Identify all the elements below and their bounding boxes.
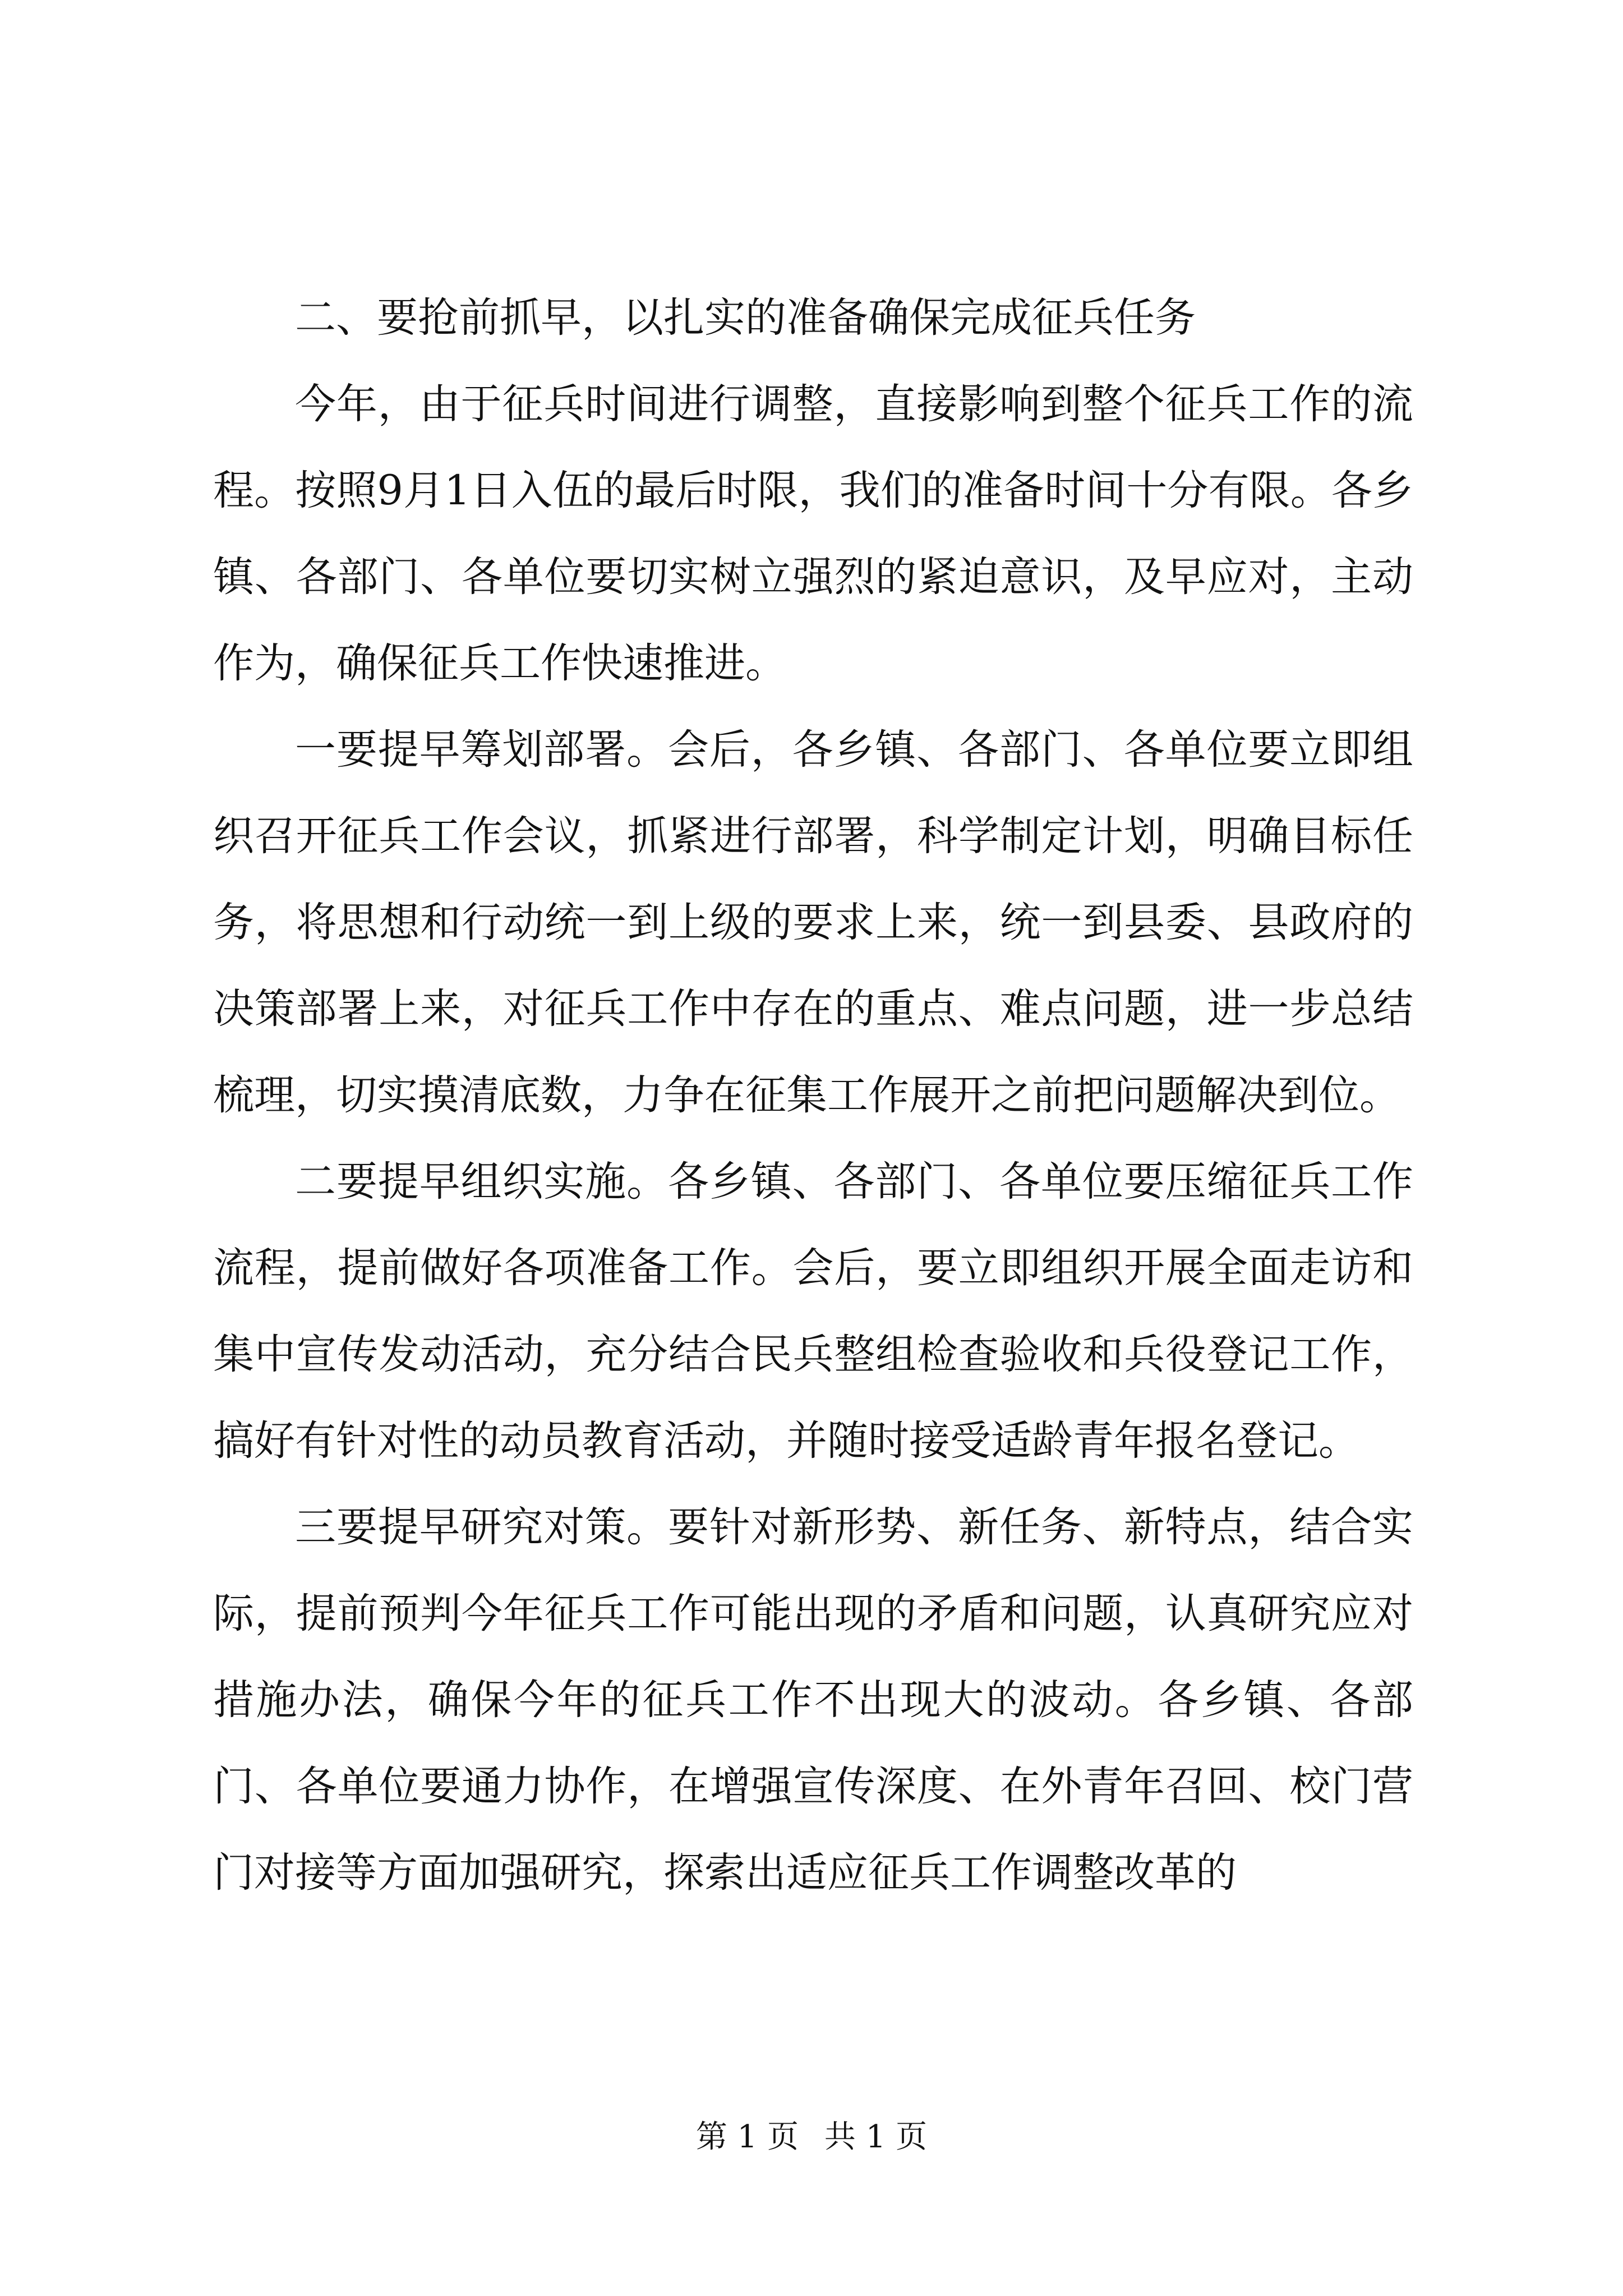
paragraph-item-3: 三要提早研究对策。要针对新形势、新任务、新特点，结合实际，提前预判今年征兵工作可能出现的矛盾和问题，认真研究应对措施办法，确保今年的征兵工作不出现大的波动。各乡镇、各部门、各单位要通力协作，在增强宣传深度、在外青年召回、校门营门对接等方面加强研究，探索出适应征兵工作调整改革的 <box>213 1503 1413 1897</box>
document-body <box>213 275 1413 1916</box>
section-heading: 二、要抢前抓早，以扎实的准备确保完成征兵任务 <box>295 294 1196 342</box>
paragraph-item-1: 一要提早筹划部署。会后，各乡镇、各部门、各单位要立即组织召开征兵工作会议，抓紧进行部署，科学制定计划，明确目标任务，将思想和行动统一到上级的要求上来，统一到县委、县政府的决策部署上来，对征兵工作中存在的重点、难点问题，进一步总结梳理，切实摸清底数，力争在征集工作展开之前把问题解决到位。 <box>213 726 1413 1119</box>
page-number: 第 1 页 <box>695 2119 799 2155</box>
page-total: 共 1 页 <box>824 2119 928 2155</box>
paragraph-item-2: 二要提早组织实施。各乡镇、各部门、各单位要压缩征兵工作流程，提前做好各项准备工作。会后，要立即组织开展全面走访和集中宣传发动活动，充分结合民兵整组检查验收和兵役登记工作，搞好有针对性的动员教育活动，并随时接受适龄青年报名登记。 <box>213 1158 1413 1465</box>
paragraph-intro: 今年，由于征兵时间进行调整，直接影响到整个征兵工作的流程。按照9月1日入伍的最后时限，我们的准备时间十分有限。各乡镇、各部门、各单位要切实树立强烈的紧迫意识，及早应对，主动作为，确保征兵工作快速推进。 <box>213 380 1413 687</box>
page-footer <box>0 2115 1623 2160</box>
